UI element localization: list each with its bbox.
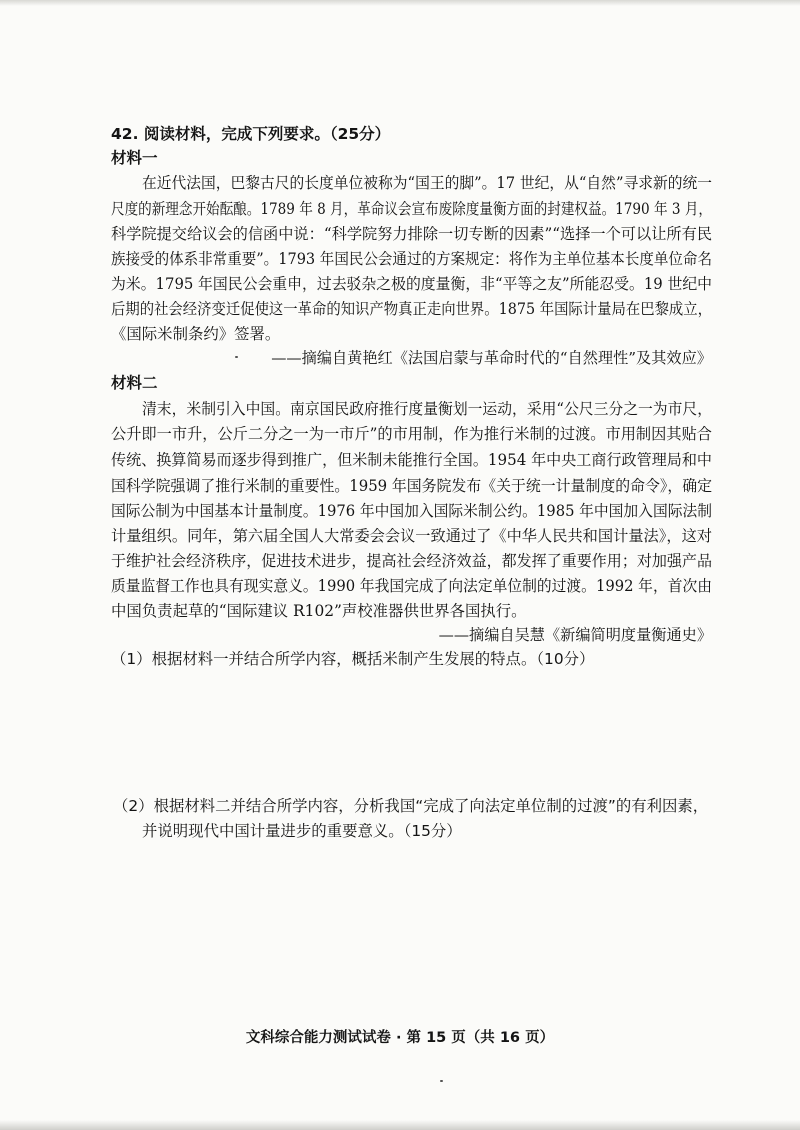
material-2-line: 传统、换算简易而逐步得到推广，但米制未能推行全国。1954 年中央工商行政管理局和中	[111, 451, 712, 469]
material-2-title: 材料二	[111, 374, 158, 392]
material-2-line: 中国负责起草的“国际建议 R102”声校准器供世界各国执行。	[111, 602, 527, 620]
material-1-title: 材料一	[111, 149, 158, 167]
material-2-line: 公升即一市升，公斤二分之一为一市斤”的市用制，作为推行米制的过渡。市用制因其贴合	[111, 425, 712, 443]
material-2-line: 质量监督工作也具有现实意义。1990 年我国完成了向法定单位制的过渡。1992 年，首次由	[111, 577, 712, 595]
material-1-line: 科学院提交给议会的信函中说：“科学院努力排除一切专断的因素”“选择一个可以让所有民	[111, 225, 713, 243]
material-1-source: ——摘编自黄艳红《法国启蒙与革命时代的“自然理性”及其效应》	[271, 349, 712, 367]
material-2-line: 国际公制为中国基本计量制度。1976 年中国加入国际米制公约。1985 年中国加入国际法制	[111, 502, 712, 520]
material-1-line: 在近代法国，巴黎古尺的长度单位被称为“国王的脚”。17 世纪，从“自然”寻求新的统一	[142, 174, 713, 192]
scan-edge-top	[0, 0, 800, 6]
material-1-line: 族接受的体系非常重要”。1793 年国民公会通过的方案规定：将作为主单位基本长度单位命名	[111, 250, 712, 268]
scan-speck	[440, 1080, 443, 1082]
scan-speck	[235, 356, 238, 358]
question-header: 42. 阅读材料，完成下列要求。（25分）	[111, 125, 391, 143]
page-footer: 文科综合能力测试试卷 · 第 15 页（共 16 页）	[245, 1030, 555, 1046]
subquestion-2-line: 并说明现代中国计量进步的重要意义。（15分）	[142, 822, 462, 840]
material-2-line: 计量组织。同年，第六届全国人大常委会会议一致通过了《中华人民共和国计量法》，这对	[111, 527, 713, 545]
material-2-line: 于维护社会经济秩序，促进技术进步，提高社会经济效益，都发挥了重要作用；对加强产品	[111, 552, 712, 570]
subquestion-2-line: （2）根据材料二并结合所学内容，分析我国“完成了向法定单位制的过渡”的有利因素，	[113, 797, 709, 815]
material-1-line: 后期的社会经济变迁促使这一革命的知识产物真正走向世界。1875 年国际计量局在巴黎成立，	[111, 300, 713, 318]
scan-edge-bottom	[0, 1120, 800, 1130]
material-1-line: 尺度的新理念开始酝酿。1789 年 8 月，革命议会宣布废除度量衡方面的封建权益。1790 年 3 月，	[111, 200, 713, 218]
material-2-line: 清末，米制引入中国。南京国民政府推行度量衡划一运动，采用“公尺三分之一为市尺，	[142, 400, 713, 418]
material-2-line: 国科学院强调了推行米制的重要性。1959 年国务院发布《关于统一计量制度的命令》，确定	[111, 477, 713, 495]
subquestion-1: （1）根据材料一并结合所学内容，概括米制产生发展的特点。（10分）	[111, 650, 595, 668]
material-1-line: 为米。1795 年国民公会重申，过去驳杂之极的度量衡，非“平等之友”所能忍受。19 世纪中	[111, 275, 713, 293]
material-2-source: ——摘编自吴慧《新编简明度量衡通史》	[438, 626, 712, 644]
material-1-line: 《国际米制条约》签署。	[111, 325, 281, 343]
